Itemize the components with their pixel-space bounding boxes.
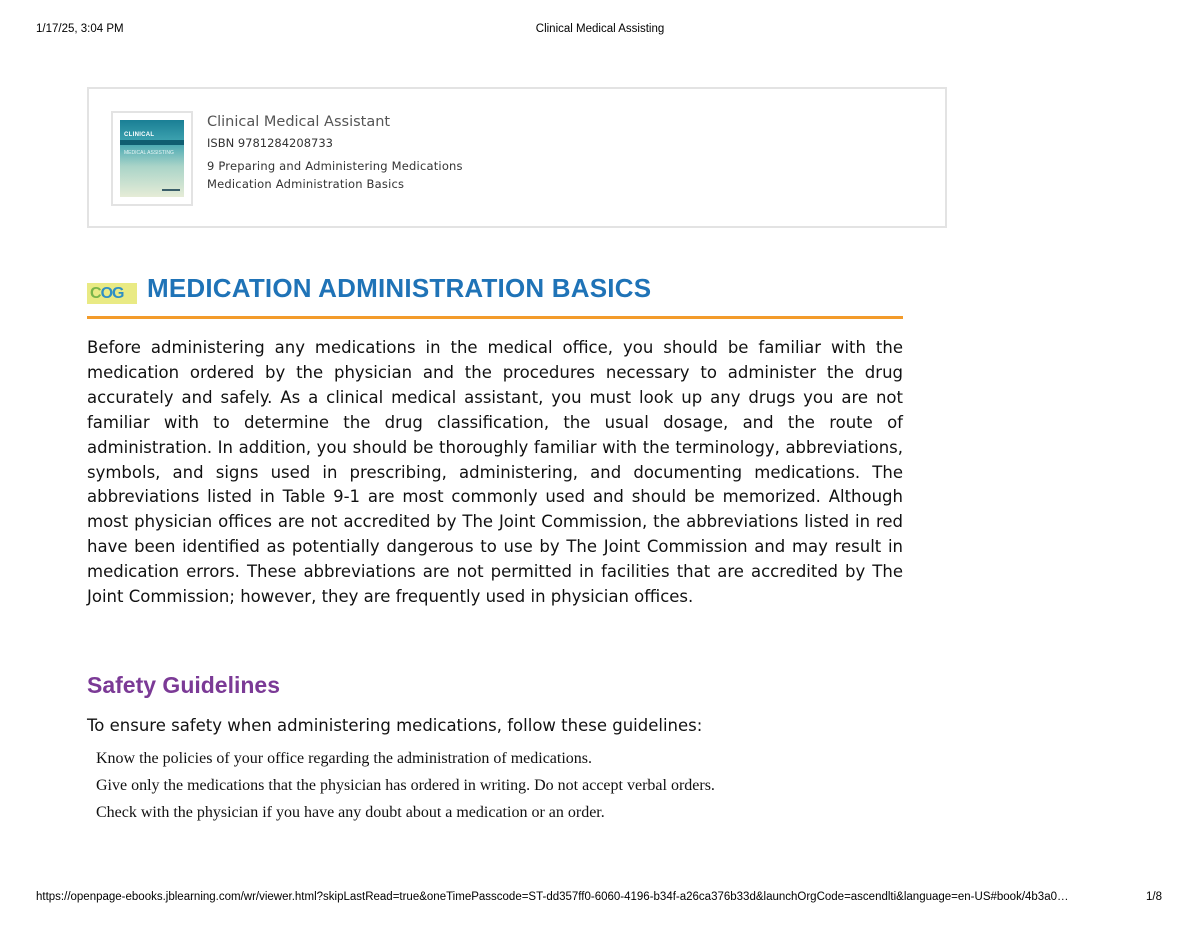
- book-title[interactable]: Clinical Medical Assistant: [207, 114, 391, 130]
- print-page-title: Clinical Medical Assisting: [535, 23, 665, 35]
- print-page-number: 1/8: [1146, 891, 1162, 903]
- list-item: Check with the physician if you have any doubt about a medication or an order.: [96, 804, 605, 821]
- cover-author-mark: [162, 189, 180, 191]
- book-isbn: ISBN 9781284208733: [207, 136, 333, 150]
- print-datetime: 1/17/25, 3:04 PM: [36, 23, 124, 35]
- section-body-paragraph: Before administering any medications in the medical office, you should be familiar with the medication ordered by the physician and the procedures necessary to administer the drug accurately and safely. As a clinical medical assistant, you must look up any drugs you are not familiar with to determine the drug classification, the usual dosage, and the route of administration. In addition, you should be thoroughly familiar with the terminology, abbreviations, symbols, and signs used in prescribing, administering, and documenting medications. The abbreviations listed in Table 9-1 are most commonly used and should be memorized. Although most physician offices are not accredited by The Joint Commission, the abbreviations listed in red have been identified as potentially dangerous to use by The Joint Commission and may result in medication errors. These abbreviations are not permitted in facilities that are accredited by The Joint Commission; however, they are frequently used in physician offices.: [87, 338, 903, 607]
- safety-intro: To ensure safety when administering medications, follow these guidelines:: [87, 716, 703, 735]
- cog-badge-letter: G: [112, 285, 124, 302]
- cover-band: [120, 140, 184, 145]
- section-title: MEDICATION ADMINISTRATION BASICS: [147, 273, 652, 303]
- safety-guidelines-list: [96, 745, 715, 826]
- safety-guidelines-heading: Safety Guidelines: [87, 672, 281, 698]
- list-item: Know the policies of your office regarding the administration of medications.: [96, 750, 593, 767]
- cog-badge-letter: O: [100, 285, 113, 302]
- cover-subheading: MEDICAL ASSISTING: [124, 150, 174, 156]
- section-link[interactable]: Medication Administration Basics: [207, 177, 405, 191]
- chapter-link[interactable]: 9 Preparing and Administering Medications: [207, 159, 463, 173]
- cog-badge-icon: [87, 283, 137, 304]
- print-footer-url: https://openpage-ebooks.jblearning.com/wr/viewer.html?skipLastRead=true&oneTimePasscode=ST-dd357ff0-6060-4196-b34f-a26ca376b33d&launchOrgCode=ascendlti&language=en-US#book/4b3a0…: [36, 891, 1069, 903]
- book-cover-frame[interactable]: [111, 111, 193, 206]
- list-item: Give only the medications that the physician has ordered in writing. Do not accept verbal orders.: [96, 777, 715, 794]
- cog-badge-letter: C: [90, 285, 101, 302]
- title-divider: [87, 316, 903, 319]
- book-cover-image: [120, 120, 184, 197]
- book-info-card: [87, 87, 947, 228]
- cover-heading: CLINICAL: [124, 132, 155, 138]
